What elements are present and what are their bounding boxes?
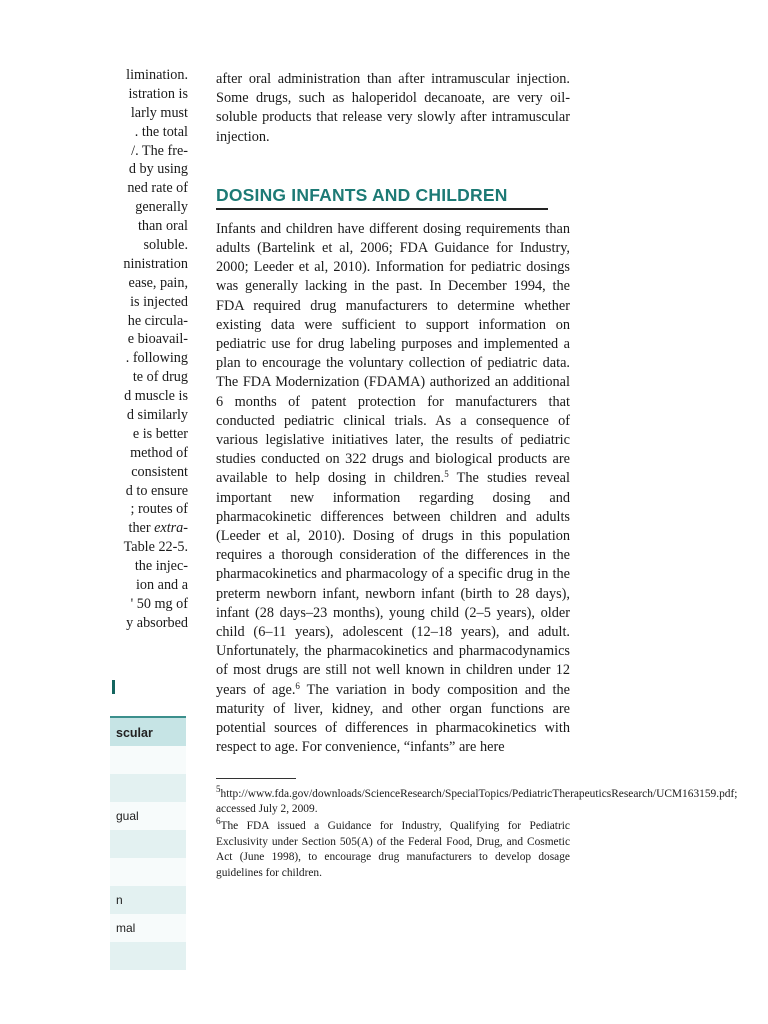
left-line: ' 50 mg of xyxy=(130,595,188,612)
body-text-1: Infants and children have different dosing requirements than adults (Bartelink et al, 2006; FDA Guidance for Industry, 2000; Leeder et al, 2010). Information for pediatric dosings was generally lacking in the past. In December 1994, the FDA required drug manufacturers to determine whether existing data were sufficient to support information on pediatric use for drug labeling purposes and implemented a plan to encourage the voluntary collection of pediatric data. The FDA Modernization (FDAMA) authorized an additional 6 months of patent protection for manufacturers that conducted pediatric clinical trials. As a consequence of various legislative initiatives later, the results of pediatric studies conducted on 322 drugs and biological products are available to help dosing in children. xyxy=(216,220,570,487)
left-line: e is better xyxy=(132,425,188,442)
left-line: . following xyxy=(125,350,188,367)
section-heading: DOSING INFANTS AND CHILDREN xyxy=(216,185,548,210)
table-header-cell: scular xyxy=(110,716,186,746)
table-row: mal xyxy=(110,914,186,942)
table-row xyxy=(110,774,186,802)
italic-extra: extra- xyxy=(154,520,188,537)
main-column xyxy=(216,70,738,881)
left-line: ; routes of xyxy=(130,501,188,518)
table-row xyxy=(110,830,186,858)
footnote-text: http://www.fda.gov/downloads/ScienceResearch/SpecialTopics/PediatricTherapeuticsResearch/UCM163159.pdf; accessed July 2, 2009. xyxy=(216,787,738,815)
body-text-2: The studies reveal important new information regarding dosing and pharmacokinetic differences between children and adults (Leeder et al, 2010). Dosing of drugs in this population requires a thorough consideration of the differences in the pharmacokinetics and pharmacology of a specific drug in the preterm newborn infant, newborn infant (birth to 28 days), infant (28 days–23 months), young child (2–5 years), older child (6–11 years), adolescent (12–18 years), and adult. Unfortunately, the pharmacokinetics and pharmacodynamics of most drugs are still not well known in children under 12 years of age. xyxy=(216,470,570,698)
left-column-text xyxy=(106,66,188,633)
left-line-text: ther xyxy=(128,520,155,537)
left-line: ion and a xyxy=(135,577,188,594)
left-line: larly must xyxy=(130,104,188,121)
left-line: d to ensure xyxy=(125,482,188,499)
left-line: method of xyxy=(130,444,188,461)
left-line: than oral xyxy=(137,218,188,235)
left-line: ned rate of xyxy=(127,180,188,197)
left-line: generally xyxy=(135,199,188,216)
footnote-ref-5: 5 xyxy=(444,469,449,480)
footnote-5 xyxy=(216,783,738,818)
table-row xyxy=(110,858,186,886)
footnote-text: The FDA issued a Guidance for Industry, Qualifying for Pediatric Exclusivity under Section 505(A) of the Federal Food, Drug, and Cosmetic Act (June 1998), to encourage drug manufacturers to develop dosage guidelines for children. xyxy=(216,820,570,879)
left-line: . the total xyxy=(134,123,188,140)
section-marker xyxy=(112,680,115,694)
left-line: d muscle is xyxy=(124,388,188,405)
left-line: e bioavail- xyxy=(127,331,188,348)
body-paragraph xyxy=(216,220,570,758)
footnote-marker: 6 xyxy=(216,816,221,827)
table-row: gual xyxy=(110,802,186,830)
left-line: te of drug xyxy=(132,369,188,386)
left-line: /. The fre- xyxy=(131,142,188,159)
left-line: limination. xyxy=(126,67,188,83)
body-text-3: The variation in body composition and the maturity of liver, kidney, and other organ functions are potential sources of differences in pharmacokinetics with respect to age. For convenience, “infants” are here xyxy=(216,681,570,756)
left-line: ease, pain, xyxy=(128,274,188,291)
footnote-divider xyxy=(216,778,296,779)
footnote-ref-6: 6 xyxy=(295,680,300,691)
left-line: Table 22-5. xyxy=(123,539,188,556)
table-row: n xyxy=(110,886,186,914)
intro-paragraph: after oral administration than after intramuscular injection. Some drugs, such as haloperidol decanoate, are very oil-soluble products that release very slowly after intramuscular injection. xyxy=(216,71,570,145)
left-line: consistent xyxy=(131,463,188,480)
left-line: d similarly xyxy=(126,407,188,424)
left-line: the injec- xyxy=(134,558,188,575)
left-line: he circula- xyxy=(127,312,188,329)
table-fragment xyxy=(110,716,186,948)
left-line: is injected xyxy=(130,293,188,310)
footnote-marker: 5 xyxy=(216,783,221,794)
table-row xyxy=(110,942,186,970)
left-line-extra xyxy=(106,519,188,538)
left-line: d by using xyxy=(128,161,188,178)
footnote-6 xyxy=(216,816,570,881)
table-row xyxy=(110,746,186,774)
left-line: soluble. xyxy=(143,237,188,254)
left-line: ninistration xyxy=(123,255,188,272)
left-line: istration is xyxy=(128,85,188,102)
left-line: y absorbed xyxy=(126,614,188,631)
